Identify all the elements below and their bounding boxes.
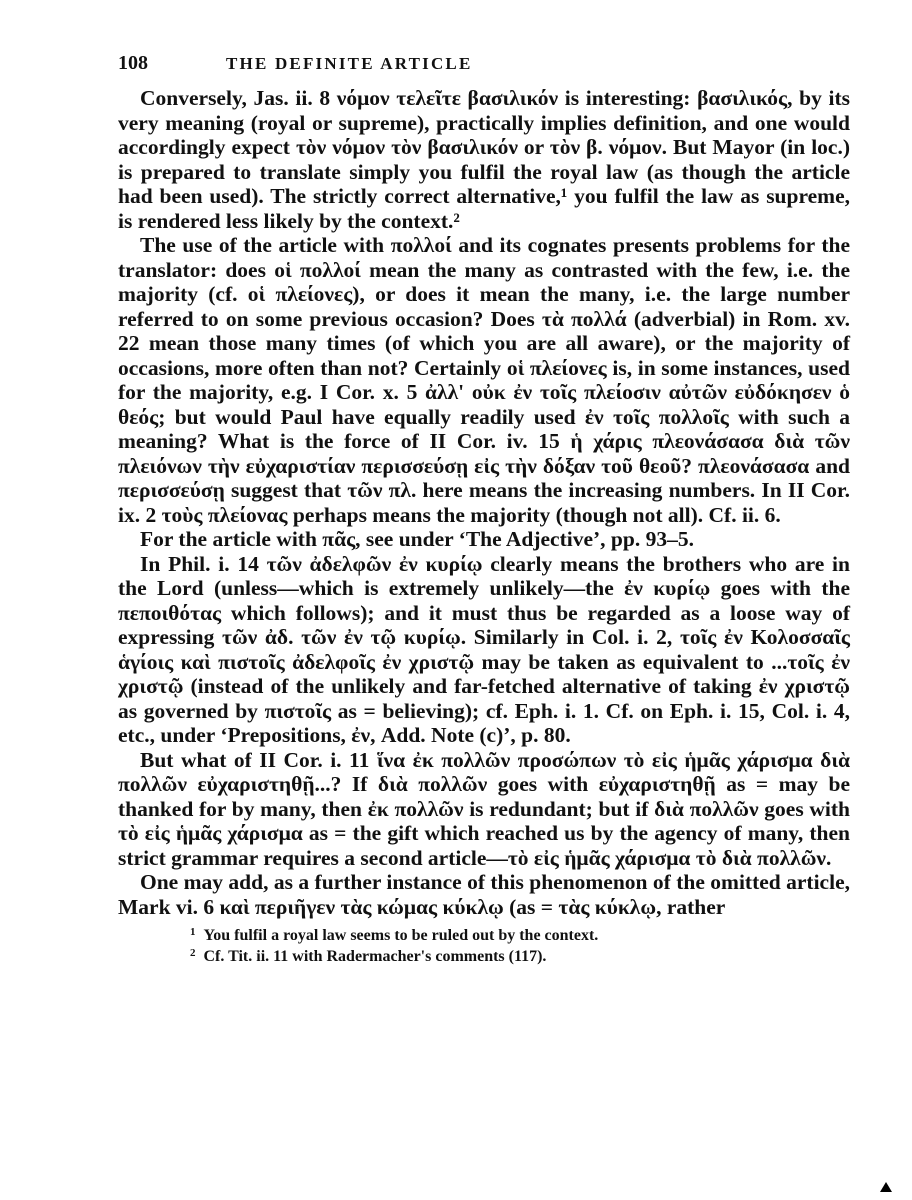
paragraph: One may add, as a further instance of this phenomenon of the omitted article, Mark vi. 6 καὶ περιῆγεν τὰς κώμας κύκλῳ (as = τὰς κύκλῳ, rather <box>118 870 850 919</box>
paragraph: The use of the article with πολλοί and its cognates presents problems for the translator: does οἱ πολλοί mean the many as contrasted with the few, i.e. the majority (cf. οἱ πλείονες), or does it mean the many, i.e. the large number referred to on some previous occasion? Does τὰ πολλά (adverbial) in Rom. xv. 22 mean those many times (of which you are all aware), or the majority of occasions, more often than not? Certainly οἱ πλείονες is, in some instances, used for the majority, e.g. I Cor. x. 5 ἀλλ' οὐκ ἐν τοῖς πλείοσιν αὐτῶν εὐδόκησεν ὁ θεός; but would Paul have equally readily used ἐν τοῖς πολλοῖς with such a meaning? What is the force of II Cor. iv. 15 ἡ χάρις πλεονάσασα διὰ τῶν πλειόνων τὴν εὐχαριστίαν περισσεύσῃ εἰς τὴν δόξαν τοῦ θεοῦ? πλεονάσασα and περισσεύσῃ suggest that τῶν πλ. here means the increasing numbers. In II Cor. ix. 2 τοὺς πλείονας perhaps means the majority (though not all). Cf. ii. 6. <box>118 233 850 527</box>
footnote-mark: 1 <box>190 926 196 938</box>
book-page <box>118 52 850 967</box>
running-head: THE DEFINITE ARTICLE <box>226 54 473 73</box>
footnote <box>190 925 850 946</box>
page-number: 108 <box>118 52 148 74</box>
footnote-text: You fulfil a royal law seems to be ruled out by the context. <box>203 927 599 944</box>
paragraph: But what of II Cor. i. 11 ἵνα ἐκ πολλῶν προσώπων τὸ εἰς ἡμᾶς χάρισμα διὰ πολλῶν εὐχαριστηθῇ...? If διὰ πολλῶν goes with εὐχαριστηθῇ as = may be thanked for by many, then ἐκ πολλῶν is redundant; but if διὰ πολλῶν goes with τὸ εἰς ἡμᾶς χάρισμα as = the gift which reached us by the agency of many, then strict grammar requires a second article—τὸ εἰς ἡμᾶς χάρισμα τὸ διὰ πολλῶν. <box>118 747 850 870</box>
footnotes <box>118 925 850 967</box>
scan-corner-mark <box>880 1182 892 1192</box>
footnote-text: Cf. Tit. ii. 11 with Radermacher's comments (117). <box>203 948 547 965</box>
footnote-mark: 2 <box>190 947 196 959</box>
paragraph: In Phil. i. 14 τῶν ἀδελφῶν ἐν κυρίῳ clearly means the brothers who are in the Lord (unless—which is extremely unlikely—the ἐν κυρίῳ goes with the πεποιθότας which follows); and it must thus be regarded as a loose way of expressing τῶν ἀδ. τῶν ἐν τῷ κυρίῳ. Similarly in Col. i. 2, τοῖς ἐν Κολοσσαῖς ἁγίοις καὶ πιστοῖς ἀδελφοῖς ἐν χριστῷ may be taken as equivalent to ...τοῖς ἐν χριστῷ (instead of the unlikely and far-fetched alternative of taking ἐν χριστῷ as governed by πιστοῖς as = believing); cf. Eph. i. 1. Cf. on Eph. i. 15, Col. i. 4, etc., under ‘Prepositions, ἐν, Add. Note (c)’, p. 80. <box>118 551 850 747</box>
paragraph: For the article with πᾶς, see under ‘The Adjective’, pp. 93–5. <box>140 527 694 551</box>
page-header <box>118 52 850 86</box>
footnote <box>190 946 850 967</box>
body-text <box>118 86 850 919</box>
paragraph: Conversely, Jas. ii. 8 νόμον τελεῖτε βασιλικόν is interesting: βασιλικός, by its very meaning (royal or supreme), practically implies definition, and one would accordingly expect τὸν νόμον τὸν βασιλικόν or τὸν β. νόμον. But Mayor (in loc.) is prepared to translate simply you fulfil the royal law (as though the article had been used). The strictly correct alternative,¹ you fulfil the law as supreme, is rendered less likely by the context.² <box>118 86 850 233</box>
